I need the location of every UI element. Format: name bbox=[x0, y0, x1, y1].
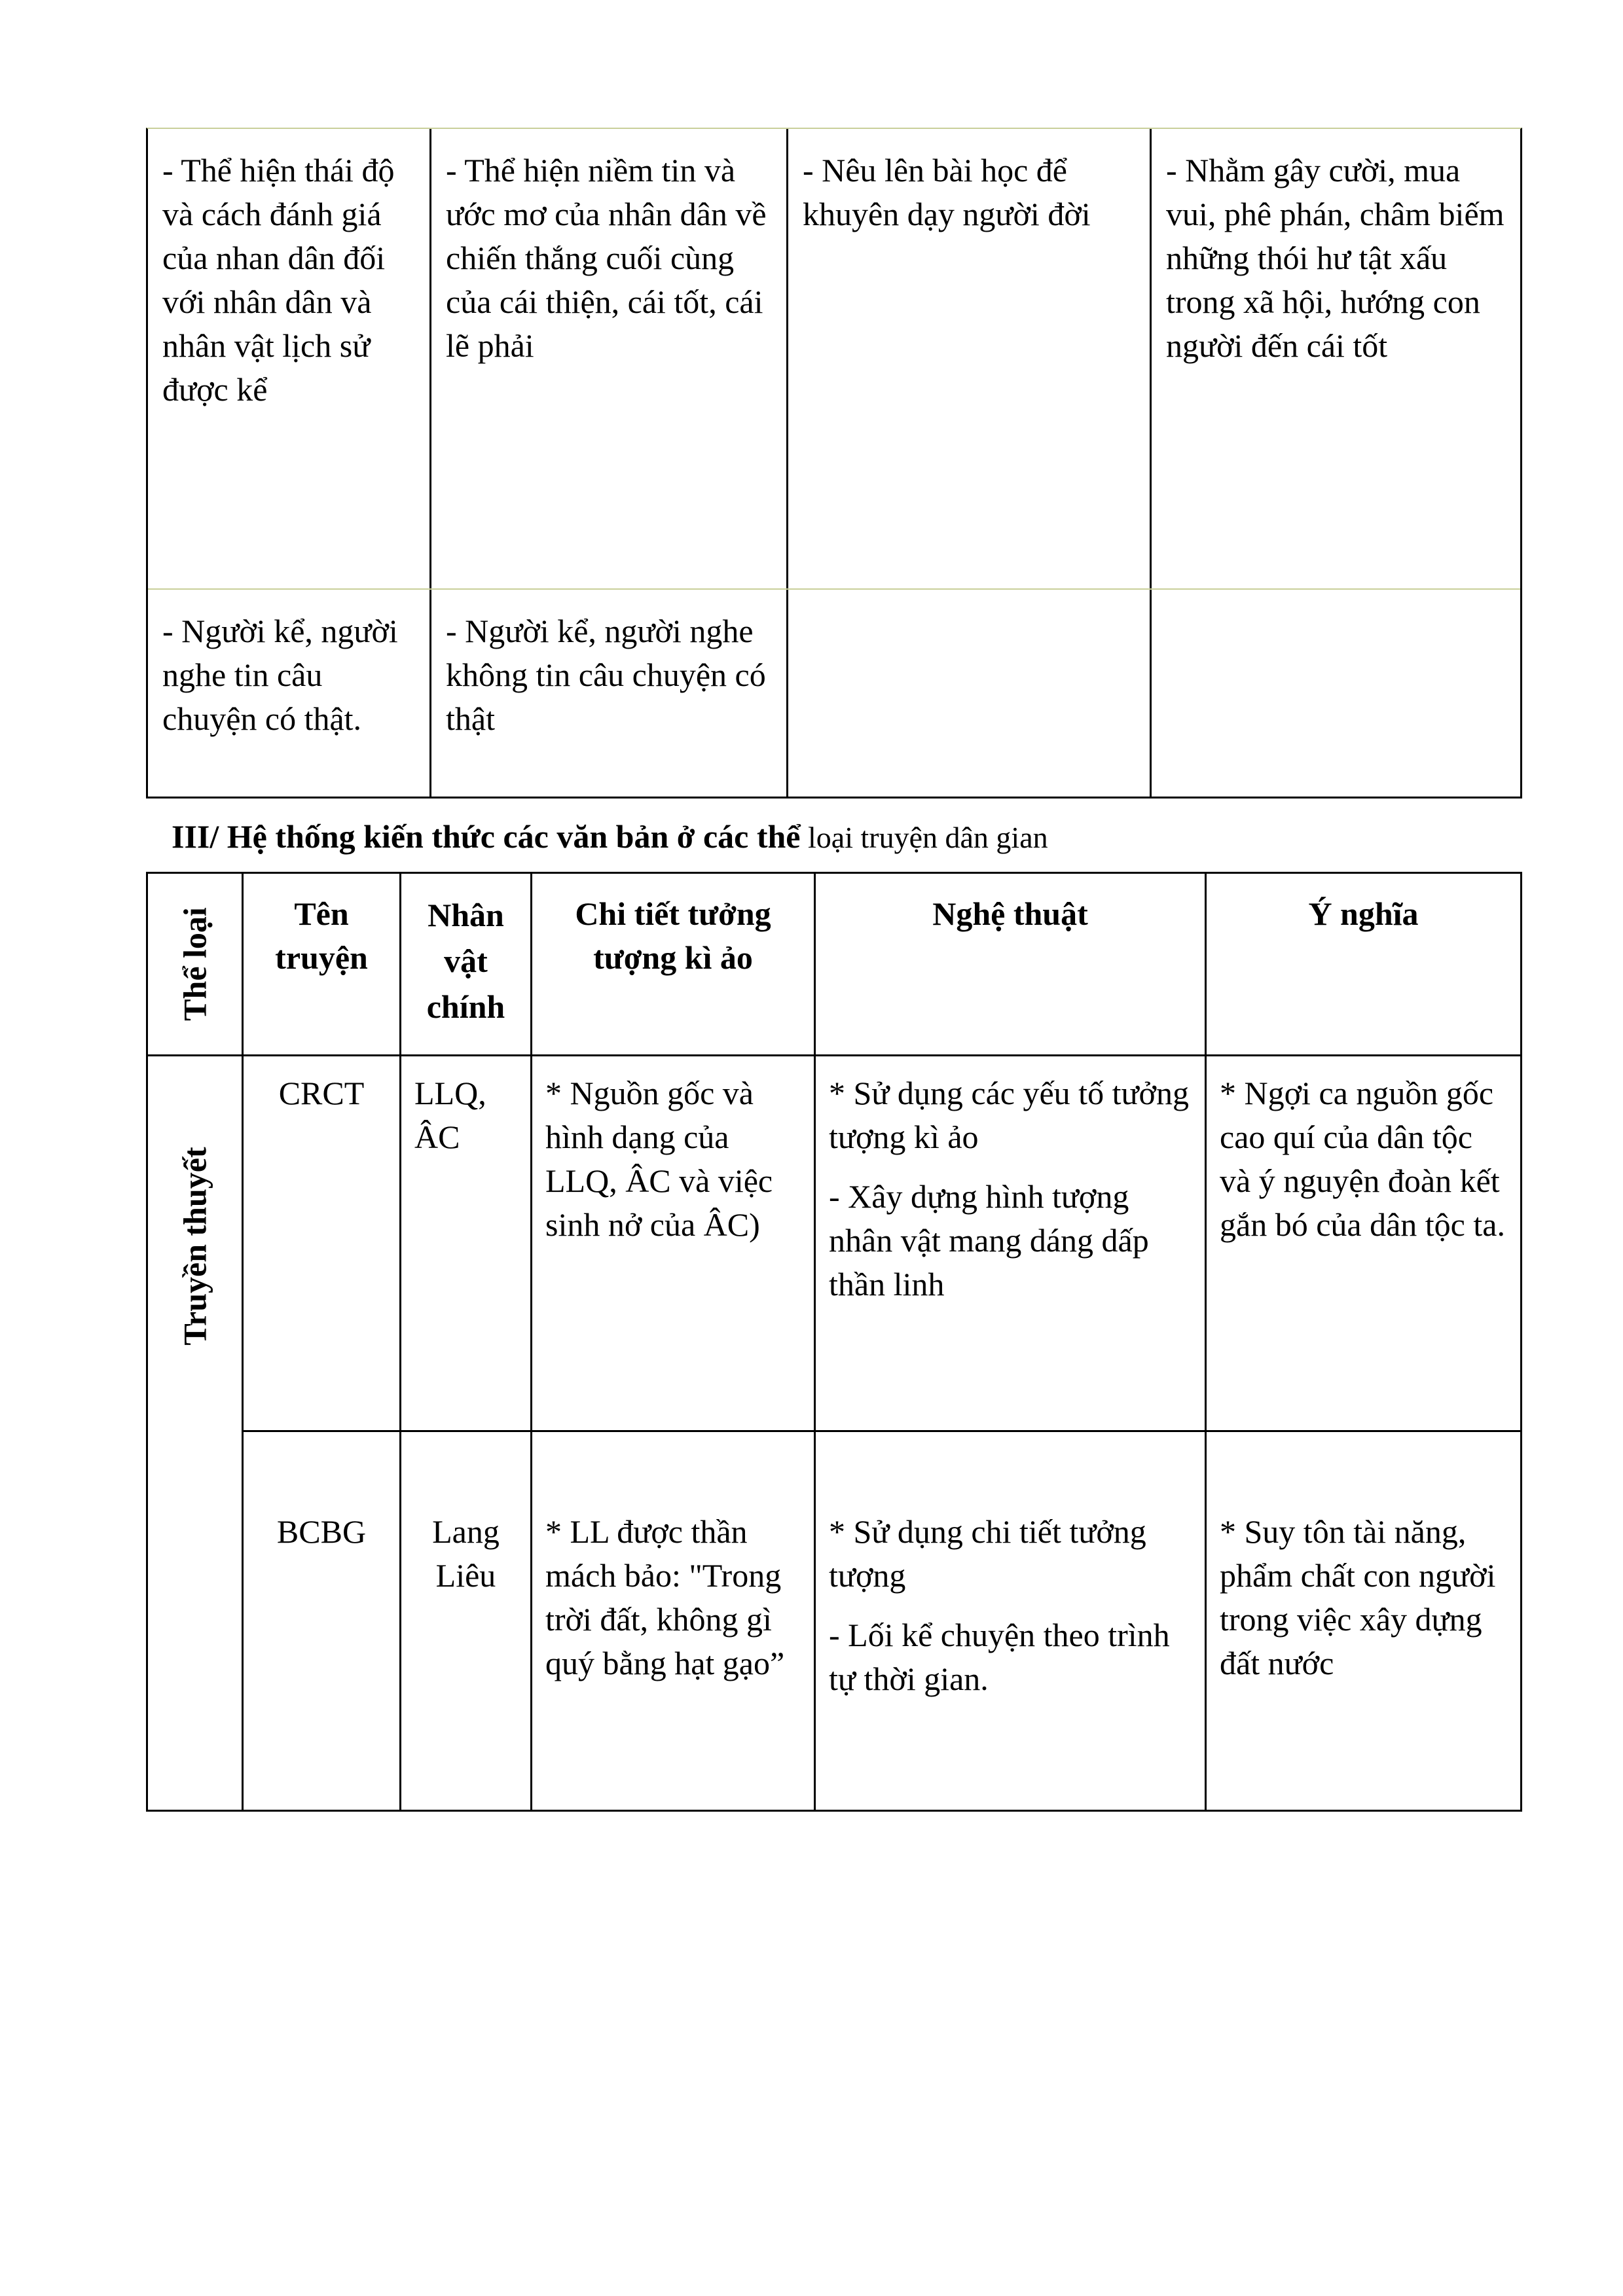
header-text: Ý nghĩa bbox=[1308, 895, 1419, 932]
heading-normal-text: loại truyện dân gian bbox=[800, 821, 1048, 854]
cell-text: BCBG bbox=[276, 1513, 367, 1550]
table-cell bbox=[1152, 129, 1520, 368]
header-art bbox=[816, 892, 1205, 936]
cell-text: - Người kể, người nghe tin câu chuyện có thật. bbox=[162, 613, 398, 737]
header-story-name bbox=[244, 892, 399, 980]
table-cell bbox=[431, 129, 786, 368]
character-cell bbox=[401, 1071, 530, 1159]
genre-cell bbox=[148, 1056, 242, 1810]
cell-text: * Ngợi ca nguồn gốc cao quí của dân tộc và ý nguyện đoàn kết gắn bó của dân tộc ta. bbox=[1220, 1075, 1505, 1243]
cell-text: - Thể hiện niềm tin và ước mơ của nhân dân về chiến thắng cuối cùng của cái thiện, cái tốt, cái lẽ phải bbox=[446, 152, 767, 364]
table-cell bbox=[431, 590, 786, 741]
cell-text: - Thể hiện thái độ và cách đánh giá của nhan dân đối với nhân dân và nhân vật lịch sử được kể bbox=[162, 152, 395, 408]
row-divider bbox=[242, 1430, 1520, 1432]
header-text: Nhân bbox=[428, 897, 504, 933]
art-cell bbox=[816, 1071, 1205, 1306]
cell-text: * Suy tôn tài năng, phẩm chất con người trong việc xây dựng đất nước bbox=[1220, 1513, 1496, 1681]
header-text: Tên truyện bbox=[275, 895, 368, 976]
header-text: vật bbox=[444, 942, 488, 979]
details-cell bbox=[532, 1071, 814, 1247]
genre-text: Truyền thuyết bbox=[176, 1147, 213, 1346]
header-genre-text: Thể loại bbox=[176, 907, 213, 1021]
meaning-cell bbox=[1207, 1510, 1520, 1685]
row-divider bbox=[148, 1054, 1520, 1056]
section-heading bbox=[172, 817, 1048, 857]
table-continuation bbox=[146, 128, 1522, 798]
header-meaning bbox=[1207, 892, 1520, 936]
header-genre bbox=[148, 874, 242, 1054]
cell-text: - Xây dựng hình tượng nhân vật mang dáng dấp thần linh bbox=[829, 1178, 1149, 1302]
table-cell bbox=[148, 590, 429, 741]
character-cell bbox=[401, 1510, 530, 1598]
table-cell bbox=[788, 129, 1150, 236]
header-main-character bbox=[401, 892, 530, 1030]
story-cell bbox=[244, 1071, 399, 1115]
cell-text: - Người kể, người nghe không tin câu chuyện có thật bbox=[446, 613, 766, 737]
story-cell bbox=[244, 1510, 399, 1554]
details-cell bbox=[532, 1510, 814, 1685]
meaning-cell bbox=[1207, 1071, 1520, 1247]
cell-text: * Sử dụng chi tiết tưởng tượng bbox=[829, 1513, 1146, 1594]
cell-text: LLQ, ÂC bbox=[414, 1075, 486, 1155]
header-text: chính bbox=[426, 988, 505, 1025]
header-text: Chi tiết tưởng tượng kì ảo bbox=[575, 895, 771, 976]
cell-text: CRCT bbox=[278, 1075, 365, 1111]
header-text: Nghệ thuật bbox=[932, 895, 1088, 932]
column-divider bbox=[242, 874, 244, 1810]
heading-bold-text: III/ Hệ thống kiến thức các văn bản ở các thể bbox=[172, 818, 801, 855]
cell-text: - Nêu lên bài học để khuyên dạy người đời bbox=[803, 152, 1091, 232]
cell-text: * Sử dụng các yếu tố tưởng tượng kì ảo bbox=[829, 1075, 1189, 1155]
cell-text: Lang Liêu bbox=[432, 1513, 500, 1594]
cell-text: - Lối kể chuyện theo trình tự thời gian. bbox=[829, 1617, 1170, 1697]
table-cell bbox=[148, 129, 429, 412]
cell-text: - Nhằm gây cười, mua vui, phê phán, châm biếm những thói hư tật xấu trong xã hội, hướng con người đến cái tốt bbox=[1166, 152, 1504, 364]
art-cell bbox=[816, 1510, 1205, 1701]
folk-tale-table bbox=[146, 872, 1522, 1812]
cell-text: * Nguồn gốc và hình dạng của LLQ, ÂC và việc sinh nở của ÂC) bbox=[545, 1075, 773, 1243]
cell-text: * LL được thần mách bảo: "Trong trời đất, không gì quý bằng hạt gạo” bbox=[545, 1513, 785, 1681]
header-fantasy-details bbox=[532, 892, 814, 980]
